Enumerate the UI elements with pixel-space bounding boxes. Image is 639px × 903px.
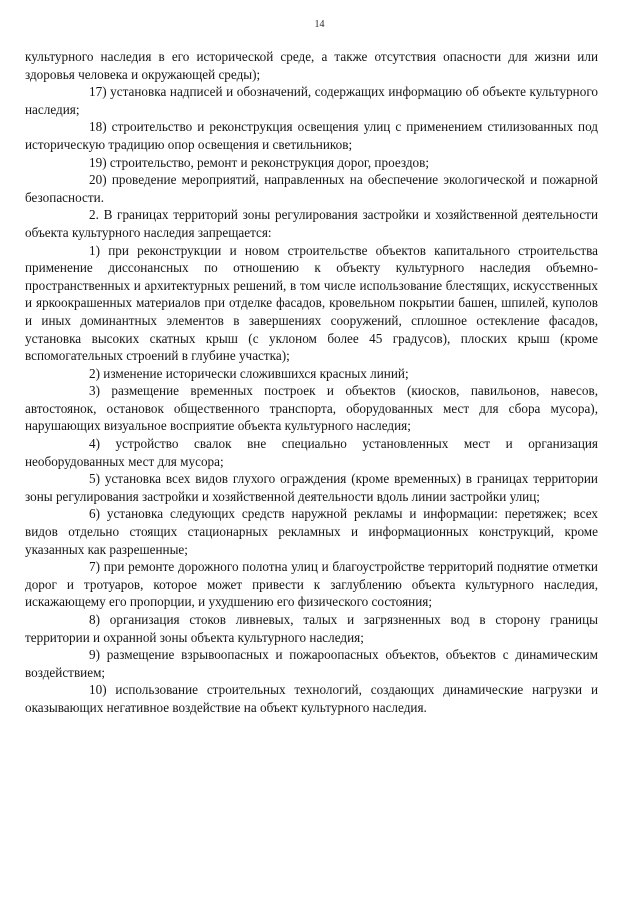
paragraph-item-19: 19) строительство, ремонт и реконструкция дорог, проездов; (89, 154, 430, 170)
paragraph-prohibition-10: 10) использование строительных технологий, создающих динамические нагрузки и оказывающих негативное воздействие на объект культурного наследия. (25, 682, 598, 715)
paragraph-prohibition-8: 8) организация стоков ливневых, талых и загрязненных вод в сторону границы территории и охранной зоны объекта культурного наследия; (25, 612, 598, 645)
paragraph-continuation: культурного наследия в его исторической среде, а также отсутствия опасности для жизни или здоровья человека и окружающей среды); (25, 49, 598, 82)
document-body (25, 48, 598, 717)
paragraph-prohibition-9: 9) размещение взрывоопасных и пожароопасных объектов, объектов с динамическим воздействием; (25, 647, 598, 680)
paragraph-prohibition-2: 2) изменение исторически сложившихся красных линий; (89, 365, 409, 381)
paragraph-prohibition-1: 1) при реконструкции и новом строительстве объектов капитального строительства применение диссонансных по отношению к объекту культурного наследия объемно-пространственных и архитектурных решений, в том числе использование блестящих, искусственных и яркоокрашенных материалов при отделке фасадов, кровельном покрытии башен, шпилей, куполов и иных доминантных элементов в завершениях сооружений, сплошное остекление фасадов, установка высоких скатных крыш (с уклоном более 45 градусов), плоских крыш (кроме вспомогательных строений в глубине участка); (25, 242, 598, 364)
paragraph-prohibition-4: 4) устройство свалок вне специально установленных мест и организация необорудованных мест для мусора; (25, 436, 598, 469)
page-number: 14 (314, 19, 325, 30)
paragraph-prohibition-7: 7) при ремонте дорожного полотна улиц и благоустройстве территорий поднятие отметки дорог и тротуаров, которое может привести к заглублению объекта культурного наследия, искажающему его пропорции, и ухудшению его физического состояния; (25, 559, 598, 610)
paragraph-item-18: 18) строительство и реконструкция освещения улиц с применением стилизованных под историческую традицию опор освещения и светильников; (25, 119, 598, 152)
paragraph-prohibition-5: 5) установка всех видов глухого ограждения (кроме временных) в границах территории зоны регулирования застройки и хозяйственной деятельности вдоль линии застройки улиц; (25, 471, 598, 504)
paragraph-item-20: 20) проведение мероприятий, направленных на обеспечение экологической и пожарной безопасности. (25, 172, 598, 205)
paragraph-prohibition-3: 3) размещение временных построек и объектов (киосков, павильонов, навесов, автостоянок, остановок общественного транспорта, оборудованных мест для сбора мусора), нарушающих визуальное восприятие объекта культурного наследия; (25, 383, 598, 434)
paragraph-section-2: 2. В границах территорий зоны регулирования застройки и хозяйственной деятельности объекта культурного наследия запрещается: (25, 207, 598, 240)
paragraph-prohibition-6: 6) установка следующих средств наружной рекламы и информации: перетяжек; всех видов отдельно стоящих стационарных рекламных и информационных конструкций, кроме указанных как разрешенные; (25, 506, 598, 557)
paragraph-item-17: 17) установка надписей и обозначений, содержащих информацию об объекте культурного наследия; (25, 84, 598, 117)
